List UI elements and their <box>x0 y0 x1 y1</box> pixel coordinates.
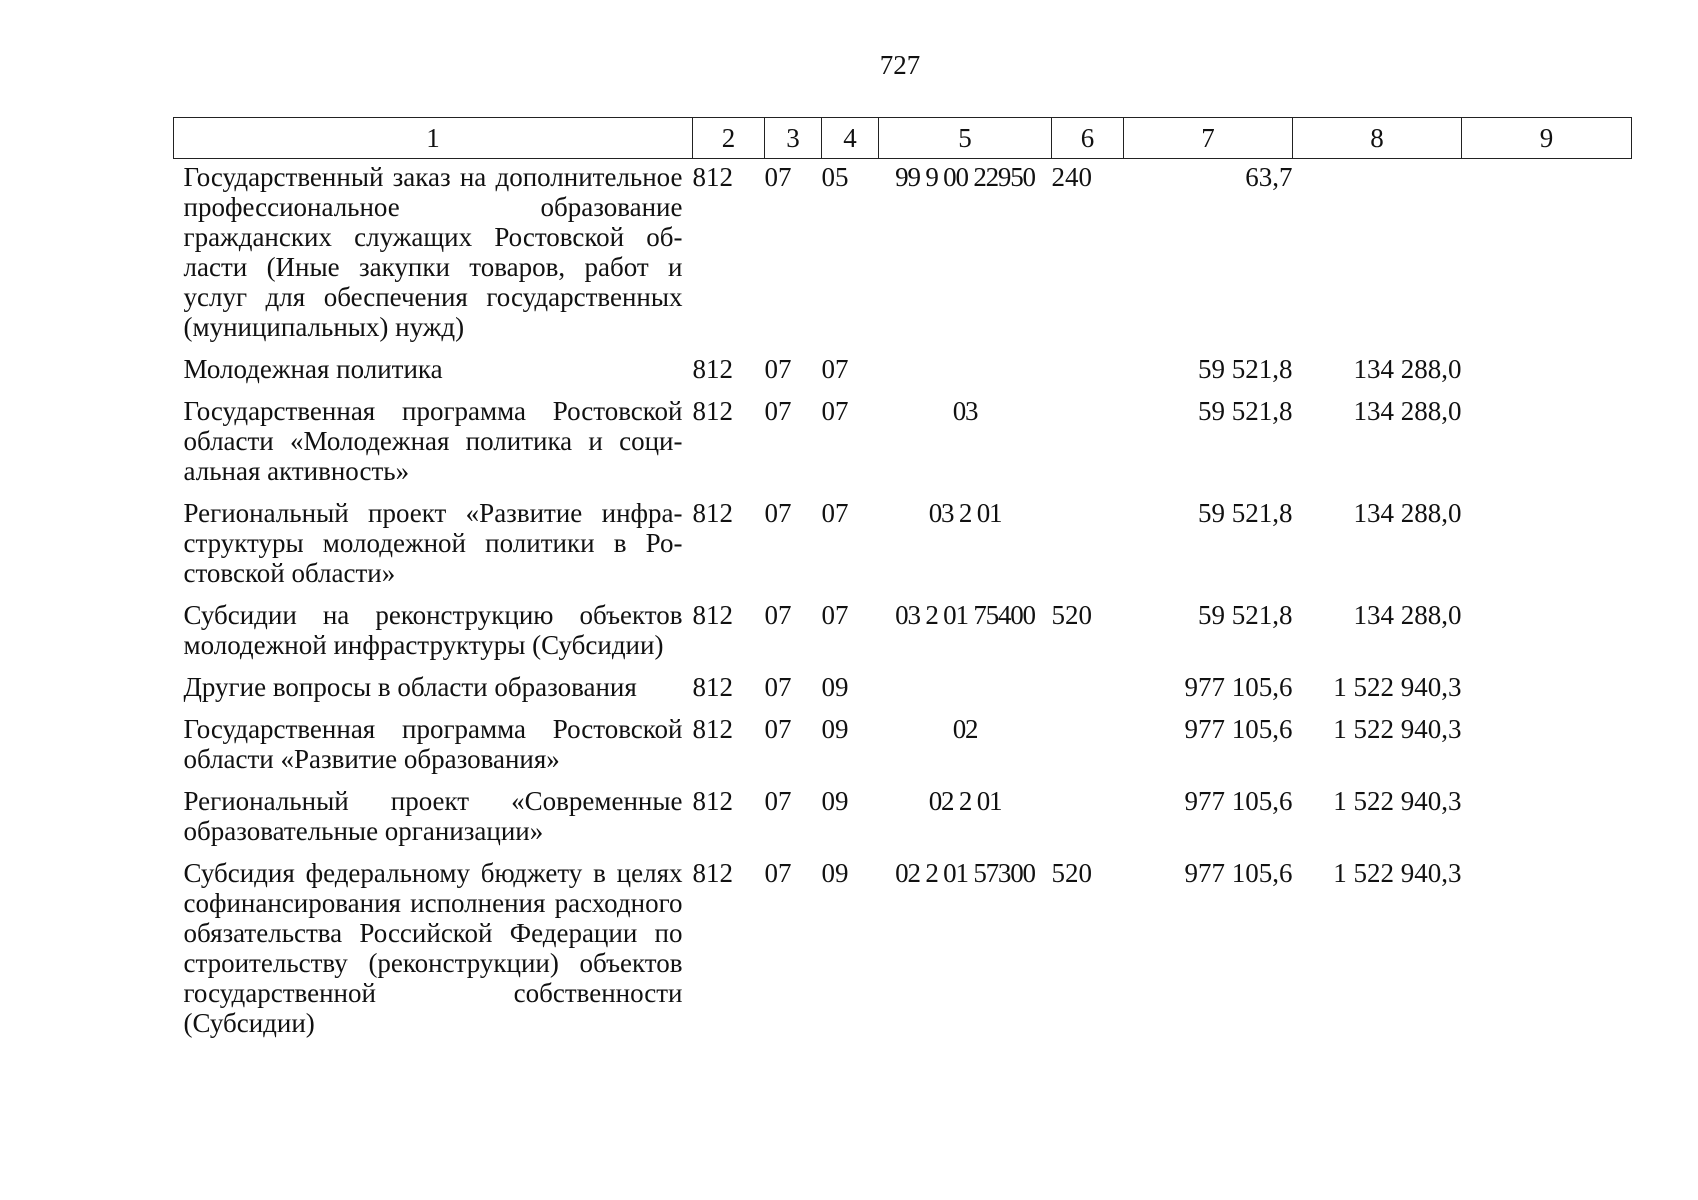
row-ministry-code: 812 <box>692 786 733 816</box>
row-expense-type: 520 <box>1051 600 1092 630</box>
row-expense-type <box>1052 669 1124 711</box>
table-row <box>174 711 1632 783</box>
row-subsection-code: 05 <box>821 162 849 192</box>
row-section-code: 07 <box>764 498 792 528</box>
table-row <box>174 495 1632 597</box>
header-col-9: 9 <box>1462 118 1632 159</box>
row-target-article <box>879 669 1052 711</box>
row-ministry-code: 812 <box>692 396 733 426</box>
row-section-code: 07 <box>764 354 792 384</box>
header-col-7: 7 <box>1124 118 1293 159</box>
row-expense-type <box>1052 393 1124 495</box>
row-amount-col7: 59 521,8 <box>1198 396 1293 426</box>
row-subsection-code: 09 <box>821 714 849 744</box>
row-target-article <box>879 351 1052 393</box>
header-col-4: 4 <box>822 118 879 159</box>
row-expense-type <box>1052 351 1124 393</box>
table-header-row <box>174 118 1632 159</box>
table-row <box>174 855 1632 1047</box>
row-section-code: 07 <box>764 396 792 426</box>
row-name: Государственная программа Ростовской области «Развитие образования» <box>183 714 683 774</box>
row-amount-col9 <box>1462 351 1632 393</box>
row-amount-col7: 63,7 <box>1245 162 1293 192</box>
row-ministry-code: 812 <box>692 600 733 630</box>
row-amount-col8 <box>1293 159 1462 352</box>
row-amount-col7: 977 105,6 <box>1184 858 1293 888</box>
row-section-code: 07 <box>764 858 792 888</box>
row-target-article: 03 2 01 <box>928 498 1002 528</box>
row-amount-col9 <box>1462 495 1632 597</box>
row-amount-col7: 977 105,6 <box>1184 672 1293 702</box>
header-col-3: 3 <box>765 118 822 159</box>
row-amount-col7: 59 521,8 <box>1198 600 1293 630</box>
row-section-code: 07 <box>764 786 792 816</box>
row-amount-col9 <box>1462 597 1632 669</box>
table-row <box>174 669 1632 711</box>
row-amount-col7: 59 521,8 <box>1198 498 1293 528</box>
row-amount-col8: 134 288,0 <box>1353 396 1462 426</box>
row-subsection-code: 07 <box>821 498 849 528</box>
row-name: Государственная программа Ростовской области «Молодежная политика и социальная активность» <box>183 396 683 486</box>
row-amount-col9 <box>1462 159 1632 352</box>
row-subsection-code: 07 <box>821 354 849 384</box>
row-target-article: 99 9 00 22950 <box>895 162 1035 192</box>
row-amount-col8: 134 288,0 <box>1353 354 1462 384</box>
row-amount-col8: 1 522 940,3 <box>1333 786 1462 816</box>
header-col-6: 6 <box>1052 118 1124 159</box>
row-ministry-code: 812 <box>692 714 733 744</box>
row-ministry-code: 812 <box>692 672 733 702</box>
header-col-8: 8 <box>1293 118 1462 159</box>
row-amount-col8: 134 288,0 <box>1353 600 1462 630</box>
row-section-code: 07 <box>764 600 792 630</box>
row-name: Субсидии на реконструкцию объектов молодежной инфраструктуры (Субсидии) <box>183 600 683 660</box>
row-amount-col8: 1 522 940,3 <box>1333 714 1462 744</box>
row-ministry-code: 812 <box>692 858 733 888</box>
row-ministry-code: 812 <box>692 162 733 192</box>
header-col-1: 1 <box>174 118 693 159</box>
row-amount-col9 <box>1462 855 1632 1047</box>
row-expense-type <box>1052 495 1124 597</box>
row-target-article: 02 2 01 57300 <box>895 858 1035 888</box>
row-expense-type <box>1052 711 1124 783</box>
row-amount-col9 <box>1462 783 1632 855</box>
row-target-article: 02 2 01 <box>928 786 1002 816</box>
row-section-code: 07 <box>764 714 792 744</box>
row-amount-col7: 59 521,8 <box>1198 354 1293 384</box>
budget-table-container <box>173 117 1631 1047</box>
row-amount-col8: 1 522 940,3 <box>1333 858 1462 888</box>
row-target-article: 03 2 01 75400 <box>895 600 1035 630</box>
row-amount-col8: 1 522 940,3 <box>1333 672 1462 702</box>
table-row <box>174 351 1632 393</box>
row-name: Региональный проект «Современные образовательные организации» <box>183 786 683 846</box>
row-amount-col9 <box>1462 393 1632 495</box>
table-row <box>174 159 1632 352</box>
header-col-5: 5 <box>879 118 1052 159</box>
row-amount-col9 <box>1462 669 1632 711</box>
row-amount-col7: 977 105,6 <box>1184 786 1293 816</box>
row-name: Другие вопросы в области образования <box>183 672 637 702</box>
header-col-2: 2 <box>693 118 765 159</box>
table-row <box>174 597 1632 669</box>
row-ministry-code: 812 <box>692 498 733 528</box>
row-subsection-code: 09 <box>821 786 849 816</box>
row-section-code: 07 <box>764 162 792 192</box>
table-row <box>174 783 1632 855</box>
row-name: Региональный проект «Развитие инфраструктуры молодежной политики в Ростовской области» <box>183 498 683 588</box>
row-subsection-code: 09 <box>821 672 849 702</box>
row-target-article: 03 <box>952 396 978 426</box>
row-subsection-code: 07 <box>821 396 849 426</box>
row-amount-col7: 977 105,6 <box>1184 714 1293 744</box>
row-subsection-code: 09 <box>821 858 849 888</box>
row-target-article: 02 <box>952 714 978 744</box>
row-subsection-code: 07 <box>821 600 849 630</box>
row-expense-type: 240 <box>1051 162 1092 192</box>
row-ministry-code: 812 <box>692 354 733 384</box>
row-amount-col8: 134 288,0 <box>1353 498 1462 528</box>
table-row <box>174 393 1632 495</box>
row-expense-type <box>1052 783 1124 855</box>
row-amount-col9 <box>1462 711 1632 783</box>
page-number: 727 <box>879 50 921 80</box>
budget-table <box>173 117 1632 1047</box>
row-name: Молодежная политика <box>183 354 443 384</box>
row-name: Субсидия федеральному бюджету в целях софинансирования исполнения расходного обязательства Российской Федерации по строительству (реконструкции) объектов государственной собственности (Субсидии) <box>183 858 683 1038</box>
row-name: Государственный заказ на дополнительное профессиональное образование гражданских служащих Ростовской области (Иные закупки товаров, работ и услуг для обеспечения государственных (муниципальных) нужд) <box>183 162 683 342</box>
row-expense-type: 520 <box>1051 858 1092 888</box>
row-section-code: 07 <box>764 672 792 702</box>
